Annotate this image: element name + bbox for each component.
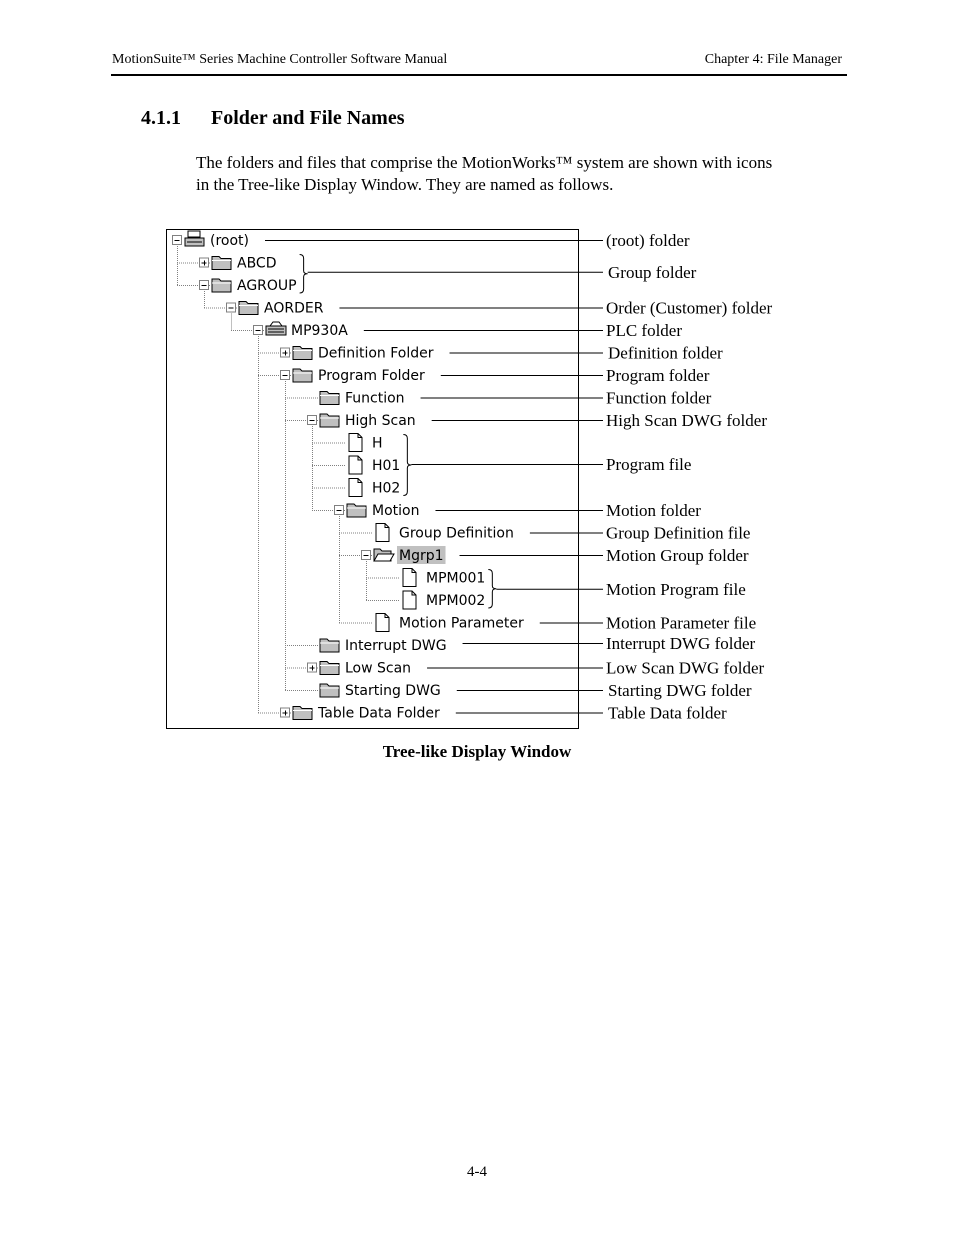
expand-plus-icon[interactable] bbox=[281, 348, 290, 357]
tree-node-label[interactable]: MPM001 bbox=[426, 570, 486, 587]
tree-node-label[interactable]: AORDER bbox=[264, 300, 324, 317]
tree-node-label[interactable]: Program Folder bbox=[318, 368, 425, 384]
tree-node-label[interactable]: Low Scan bbox=[345, 660, 412, 677]
collapse-minus-icon[interactable] bbox=[173, 236, 182, 245]
tree-node-label[interactable]: AGROUP bbox=[237, 278, 297, 294]
file-icon bbox=[403, 591, 416, 609]
folder-icon bbox=[320, 392, 339, 405]
callout-label: Program folder bbox=[606, 366, 710, 385]
tree-node[interactable] bbox=[403, 591, 485, 609]
tree-node-label[interactable]: H bbox=[372, 435, 383, 452]
folder-icon bbox=[347, 504, 366, 517]
tree-node-label[interactable]: MPM002 bbox=[426, 593, 486, 609]
expand-plus-icon[interactable] bbox=[281, 708, 290, 717]
file-icon bbox=[349, 456, 362, 474]
tree-node-label[interactable]: ABCD bbox=[237, 255, 277, 272]
tree-node[interactable] bbox=[200, 278, 297, 294]
folder-icon bbox=[239, 302, 258, 315]
file-icon bbox=[349, 434, 362, 452]
tree-node-label[interactable]: Definition Folder bbox=[318, 345, 434, 362]
tree-node-label[interactable]: (root) bbox=[210, 233, 249, 249]
tree-node-label[interactable]: Table Data Folder bbox=[318, 705, 440, 722]
tree-node-label[interactable]: Group Definition bbox=[399, 525, 514, 542]
folder-icon bbox=[320, 639, 339, 652]
callout-label: Motion Group folder bbox=[606, 546, 749, 565]
tree-node[interactable] bbox=[349, 456, 400, 474]
collapse-minus-icon[interactable] bbox=[362, 551, 371, 560]
expand-plus-icon[interactable] bbox=[200, 258, 209, 267]
tree-node-label[interactable]: MP930A bbox=[291, 323, 348, 339]
callout-label: Order (Customer) folder bbox=[606, 298, 773, 318]
file-icon bbox=[376, 614, 389, 632]
tree-node-label[interactable]: H02 bbox=[372, 480, 401, 497]
tree-node-label[interactable]: Function bbox=[345, 390, 405, 407]
callout-label: Definition folder bbox=[608, 343, 723, 363]
callout-label: Function folder bbox=[606, 388, 712, 408]
header-manual-title: MotionSuite™ Series Machine Controller Software Manual bbox=[112, 52, 448, 67]
tree-node[interactable] bbox=[376, 614, 524, 632]
tree-node[interactable] bbox=[403, 569, 485, 587]
tree-node-label[interactable]: Starting DWG bbox=[345, 683, 441, 699]
collapse-minus-icon[interactable] bbox=[335, 506, 344, 515]
collapse-minus-icon[interactable] bbox=[254, 326, 263, 335]
folder-icon bbox=[293, 707, 312, 720]
tree-node-label[interactable]: Motion bbox=[372, 503, 420, 519]
tree-node[interactable] bbox=[362, 546, 446, 564]
expand-plus-icon[interactable] bbox=[308, 663, 317, 672]
tree-node-label[interactable]: Motion Parameter bbox=[399, 615, 524, 632]
tree-node[interactable] bbox=[308, 413, 416, 429]
page-number: 4-4 bbox=[467, 1164, 487, 1180]
callout-label: PLC folder bbox=[606, 321, 683, 340]
figure-caption: Tree-like Display Window bbox=[382, 742, 572, 761]
file-icon bbox=[376, 524, 389, 542]
folder-icon bbox=[212, 279, 231, 292]
tree-node[interactable] bbox=[335, 503, 420, 519]
callout-label: Group Definition file bbox=[606, 523, 751, 543]
folder-icon bbox=[212, 257, 231, 270]
open-folder-icon bbox=[374, 549, 394, 561]
callout-label: (root) folder bbox=[606, 231, 690, 250]
section-number: 4.1.1 bbox=[141, 107, 181, 129]
collapse-minus-icon[interactable] bbox=[227, 303, 236, 312]
collapse-minus-icon[interactable] bbox=[308, 416, 317, 425]
tree-node-label[interactable]: High Scan bbox=[345, 413, 416, 429]
header-chapter-title: Chapter 4: File Manager bbox=[704, 52, 842, 67]
folder-icon bbox=[320, 414, 339, 427]
tree-node-label[interactable]: Mgrp1 bbox=[399, 548, 444, 564]
tree-node-label[interactable]: H01 bbox=[372, 458, 401, 474]
callout-label: High Scan DWG folder bbox=[606, 411, 767, 430]
section-title: Folder and File Names bbox=[211, 107, 405, 129]
callout-label: Interrupt DWG folder bbox=[606, 634, 756, 653]
tree-node[interactable] bbox=[227, 301, 324, 317]
file-icon bbox=[403, 569, 416, 587]
folder-icon bbox=[320, 662, 339, 675]
tree-node[interactable] bbox=[349, 479, 400, 497]
tree-node-label[interactable]: Interrupt DWG bbox=[345, 638, 447, 654]
intro-line-2: in the Tree-like Display Window. They are named as follows. bbox=[196, 175, 614, 194]
callout-label: Low Scan DWG folder bbox=[606, 658, 765, 678]
callout-label: Starting DWG folder bbox=[608, 681, 752, 700]
callout-label: Program file bbox=[606, 455, 692, 474]
folder-icon bbox=[293, 369, 312, 382]
folder-icon bbox=[293, 347, 312, 360]
intro-line-1: The folders and files that comprise the MotionWorks™ system are shown with icons bbox=[196, 153, 773, 172]
callout-label: Group folder bbox=[608, 262, 697, 282]
folder-icon bbox=[320, 684, 339, 697]
callout-label: Motion Program file bbox=[606, 579, 746, 599]
collapse-minus-icon[interactable] bbox=[200, 281, 209, 290]
callout-label: Table Data folder bbox=[608, 703, 727, 723]
tree-node[interactable] bbox=[308, 661, 412, 677]
collapse-minus-icon[interactable] bbox=[281, 371, 290, 380]
callout-label: Motion Parameter file bbox=[606, 613, 757, 633]
file-icon bbox=[349, 479, 362, 497]
callout-label: Motion folder bbox=[606, 501, 701, 520]
